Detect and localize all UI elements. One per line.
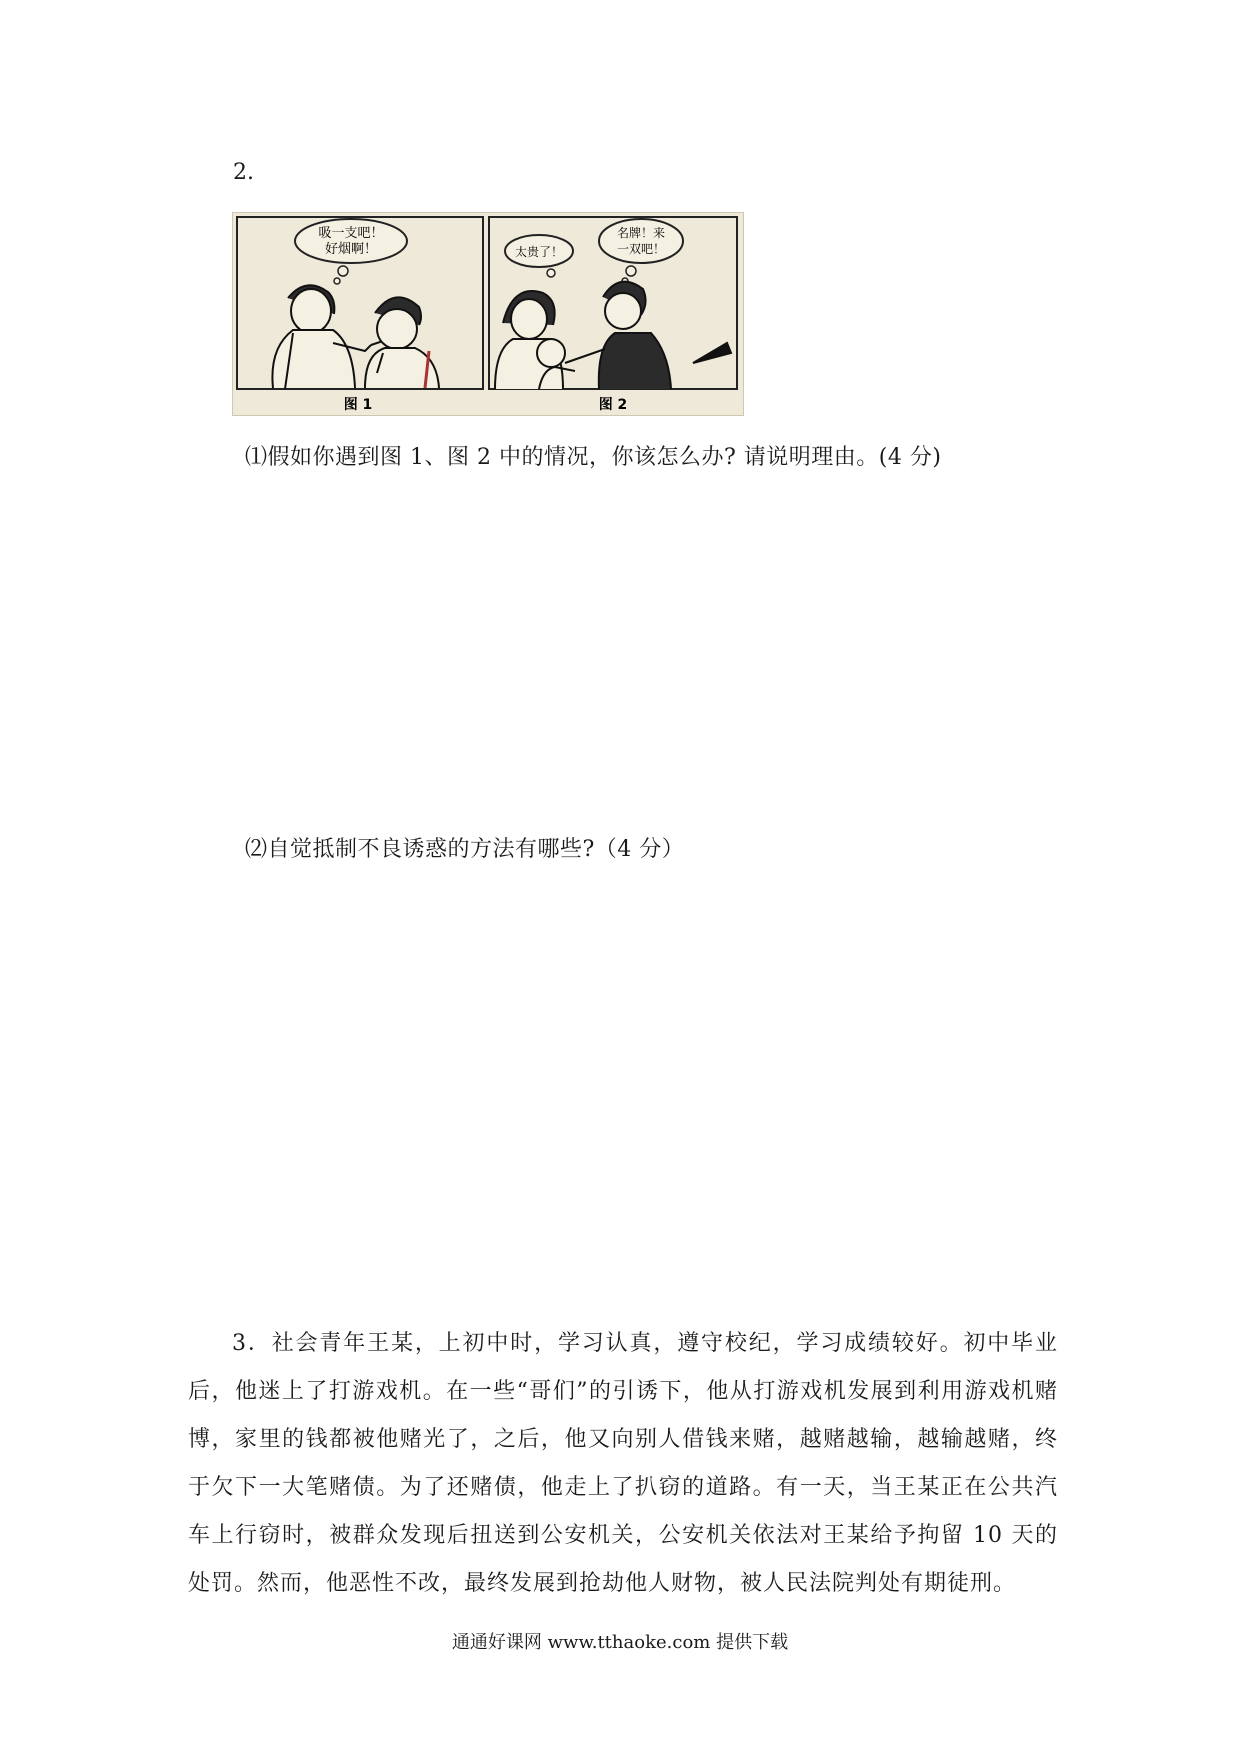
- comic-drawing: [233, 213, 743, 415]
- panel-2-bubble-right-text-2: 一双吧！: [616, 242, 666, 256]
- panel-2-bubble-right-text-1: 名牌！来: [616, 226, 666, 240]
- panel-2-salesperson: [565, 282, 731, 389]
- question-2-part-2: ⑵自觉抵制不良诱惑的方法有哪些?（4 分）: [245, 837, 685, 862]
- question-2-part-1: ⑴假如你遇到图 1、图 2 中的情况，你该怎么办? 请说明理由。(4 分): [245, 445, 942, 470]
- comic-illustration: [232, 212, 744, 416]
- question-2-number: 2.: [233, 160, 254, 185]
- panel-2-caption: 图 2: [598, 397, 628, 413]
- question-3-text: 3．社会青年王某，上初中时，学习认真，遵守校纪，学习成绩较好。初中毕业后，他迷上了打游戏机。在一些“哥们”的引诱下，他从打游戏机发展到利用游戏机赌博，家里的钱都被他赌光了，之后，他又向别人借钱来赌，越赌越输，越输越赌，终于欠下一大笔赌债。为了还赌债，他走上了扒窃的道路。有一天，当王某正在公共汽车上行窃时，被群众发现后扭送到公安机关，公安机关依法对王某给予拘留 10 天的处罚。然而，他恶性不改，最终发展到抢劫他人财物，被人民法院判处有期徒刑。: [188, 1331, 1058, 1596]
- page-footer: 通通好课网 www.tthaoke.com 提供下载: [451, 1632, 789, 1653]
- panel-2-bubble-left-text: 太贵了！: [514, 245, 564, 259]
- panel-1-bubble-text-2: 好烟啊！: [324, 242, 378, 257]
- panel-1-bubble-text-1: 吸一支吧！: [318, 226, 384, 241]
- panel-1-caption: 图 1: [343, 397, 373, 413]
